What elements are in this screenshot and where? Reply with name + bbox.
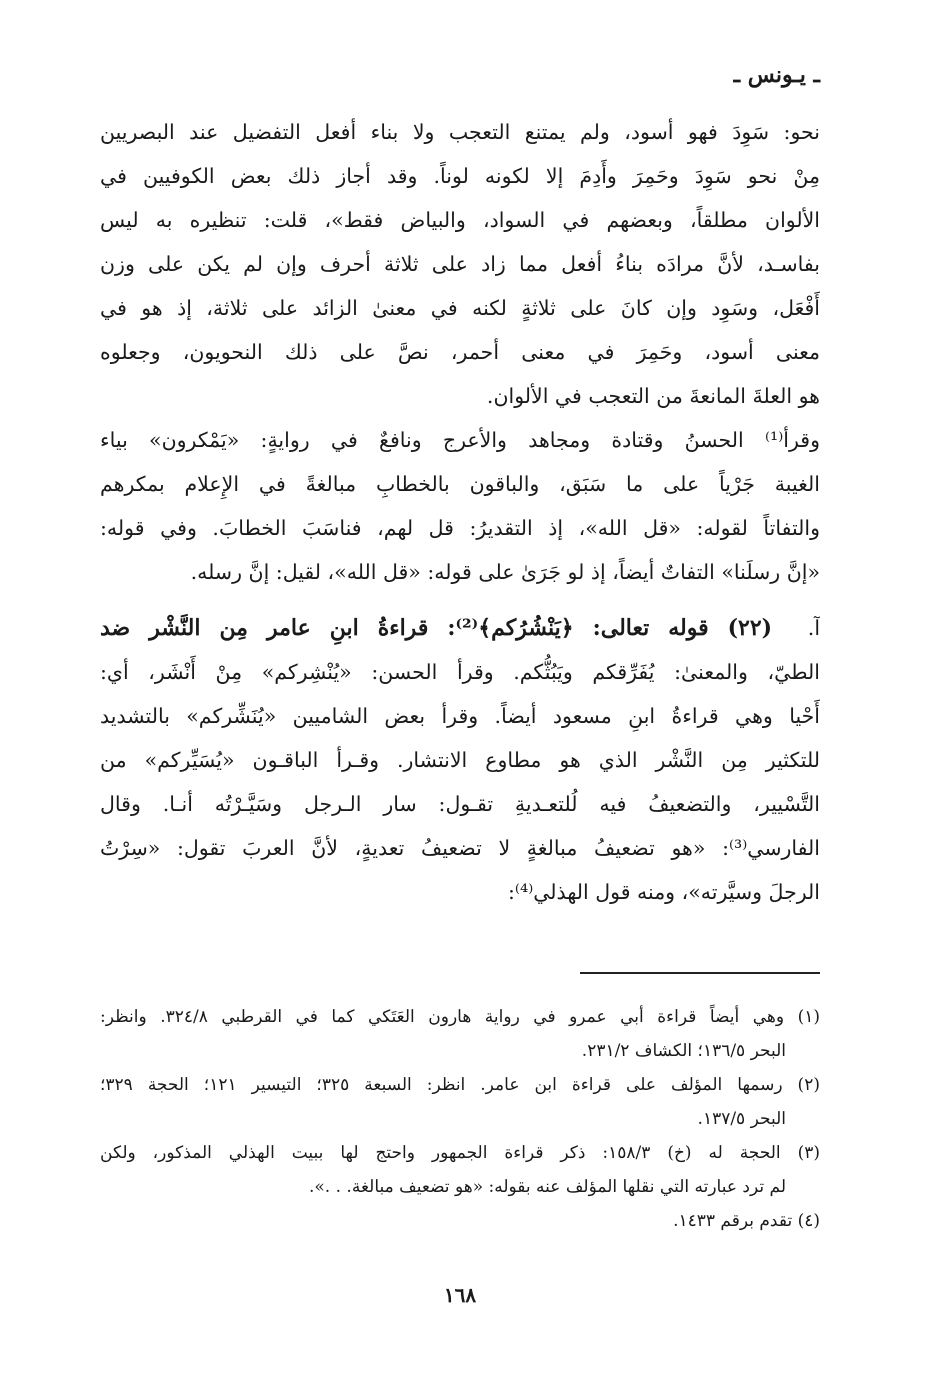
footnotes (100, 1000, 820, 1238)
page-number: ١٦٨ (443, 1283, 477, 1307)
footnote-1-cont: البحر ١٣٦/٥؛ الكشاف ٢٣١/٢. (581, 1041, 786, 1061)
footnote-2-cont: البحر ١٣٧/٥. (697, 1109, 786, 1129)
text-line: وقرأ⁽¹⁾ الحسنُ وقتادة ومجاهد والأعرج ونافعٌ في روايةٍ: «يَمْكرون» بياء (100, 428, 820, 452)
footnote-2: (٢) رسمها المؤلف على قراءة ابن عامر. انظر: السبعة ٣٢٥؛ التيسير ١٢١؛ الحجة ٣٢٩؛ (100, 1075, 820, 1095)
text-line: والتفاتاً لقوله: «قل الله»، إذ التقديرُ: قل لهم، فناسَبَ الخطابَ. وفي قوله: (100, 516, 820, 540)
footnote-divider (580, 972, 820, 974)
footnote-1: (١) وهي أيضاً قراءة أبي عمرو في رواية هارون العَتَكي كما في القرطبي ٣٢٤/٨. وانظر: (100, 1007, 820, 1027)
verse-heading-line (100, 606, 820, 650)
running-title: ـ يـونس ـ (733, 62, 820, 88)
text-line: الرجلَ وسيَّرته»، ومنه قول الهذلي⁽⁴⁾: (508, 880, 820, 904)
text-line: أَحْيا وهي قراءةُ ابنِ مسعود أيضاً. وقرأ بعض الشاميين «يُنَشِّركم» بالتشديد (100, 704, 820, 728)
main-text (100, 110, 820, 914)
text-line: بفاسـد، لأنَّ مرادَه بناءُ أفعل مما زاد على ثلاثة أحرف وإن لم يكن على وزن (100, 252, 820, 276)
text-line: «إنَّ رسلَنا» التفاتٌ أيضاً، إذ لو جَرَىٰ على قوله: «قل الله»، لقيل: إنَّ رسله. (190, 560, 820, 584)
footnote-3-cont: لم ترد عبارته التي نقلها المؤلف عنه بقوله: «هو تضعيف مبالغة. . .». (309, 1177, 786, 1197)
text-line: مِنْ نحو سَوِدَ وحَمِرَ وأَدِمَ إلا لكونه لوناً. وقد أجاز ذلك بعض الكوفيين في (100, 164, 820, 188)
footnote-3: (٣) الحجة له (خ) ١٥٨/٣: ذكر قراءة الجمهور واحتج لها ببيت الهذلي المذكور، ولكن (100, 1143, 820, 1163)
text-line: نحو: سَوِدَ فهو أسود، ولم يمتنع التعجب ولا بناء أفعل التفضيل عند البصريين (100, 120, 820, 144)
text-line: الفارسي⁽³⁾: «هو تضعيفُ مبالغةٍ لا تضعيفُ تعديةٍ، لأنَّ العربَ تقول: «سِرْتُ (100, 836, 820, 860)
text-line: أَفْعَل، وسَوِد وإن كانَ على ثلاثةٍ لكنه في معنىٰ الزائد على ثلاثة، إذ هو في (100, 296, 820, 320)
verse-heading: (٢٢) قوله تعالى: ﴿يَنْشُرُكم﴾⁽²⁾: قراءةُ ابنِ عامر مِن النَّشْر ضد (100, 615, 773, 641)
text-line: الغيبة جَرْياً على ما سَبَق، والباقون بالخطابِ مبالغةً في الإِعلام بمكرهم (100, 472, 820, 496)
verse-marker: آ. (807, 616, 820, 640)
text-line: للتكثير مِن النَّشْر الذي هو مطاوع الانتشار. وقـرأ الباقـون «يُسَيِّركم» من (100, 748, 820, 772)
text-line: الألوان مطلقاً، وبعضهم في السواد، والبياض فقط»، قلت: تنظيره به ليس (100, 208, 820, 232)
text-line: معنى أسود، وحَمِرَ في معنى أحمر، نصَّ على ذلك النحويون، وجعلوه (100, 340, 820, 364)
book-page (100, 0, 820, 1376)
text-line: هو العلةَ المانعةَ من التعجب في الألوان. (486, 384, 820, 408)
text-line: الطيّ، والمعنىٰ: يُفَرِّقكم ويَبُثُّكم. وقرأ الحسن: «يُنْشِركم» مِنْ أَنْشَر، أي: (100, 660, 820, 684)
text-line: التَّسْيير، والتضعيفُ فيه لُلتعـديةِ تقـول: سار الـرجل وسَيَّـرْتُه أنـا. وقال (100, 792, 820, 816)
footnote-4: (٤) تقدم برقم ١٤٣٣. (673, 1211, 820, 1231)
